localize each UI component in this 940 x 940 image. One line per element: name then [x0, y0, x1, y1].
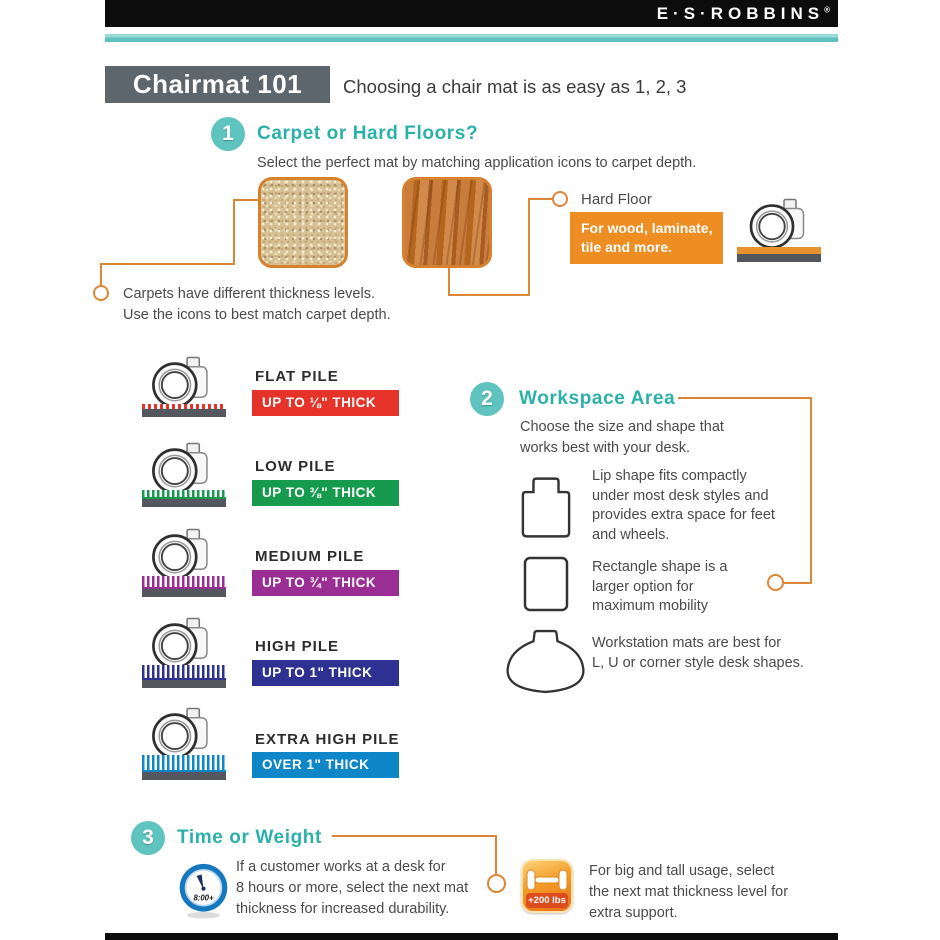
- connector-node: [487, 874, 506, 893]
- connector-line: [784, 582, 812, 584]
- pile-label: LOW PILE: [255, 458, 336, 475]
- weight-desc-line2: the next mat thickness level for: [589, 884, 789, 900]
- pile-label: HIGH PILE: [255, 638, 340, 655]
- weight-icon: [521, 859, 573, 913]
- rectangle-shape-desc: [592, 558, 727, 617]
- connector-line: [495, 835, 497, 875]
- step2-number-badge: 2: [470, 382, 504, 416]
- step2-subtext-line1: Choose the size and shape that: [520, 419, 724, 435]
- weight-badge-label: +200 lbs: [526, 893, 568, 908]
- lip-shape-icon: [520, 476, 572, 539]
- lip-shape-desc: [592, 467, 775, 545]
- carpet-note: [123, 284, 391, 325]
- pile-stripe-layer: [142, 755, 226, 772]
- connector-line: [678, 397, 812, 399]
- header-bar: [105, 0, 838, 27]
- connector-line: [528, 198, 554, 200]
- caster-wheel-icon: [144, 356, 224, 408]
- step1-heading: Carpet or Hard Floors?: [257, 123, 479, 144]
- weight-desc: [589, 861, 788, 924]
- pile-stripe-layer: [142, 665, 226, 680]
- carpet-note-line1: Carpets have different thickness levels.: [123, 286, 376, 302]
- connector-line: [448, 294, 530, 296]
- workstation-shape-icon: [504, 627, 587, 696]
- connector-node: [767, 574, 784, 591]
- footer-bar: [105, 933, 838, 940]
- step2-heading: Workspace Area: [519, 388, 676, 409]
- page-title: Chairmat 101: [105, 66, 330, 103]
- connector-line: [233, 199, 258, 201]
- time-desc-line3: thickness for increased durability.: [236, 901, 450, 917]
- rect-desc-line3: maximum mobility: [592, 598, 709, 614]
- pile-base-layer: [142, 409, 226, 417]
- workstation-desc-line2: L, U or corner style desk shapes.: [592, 654, 804, 671]
- step2-subtext: [520, 417, 724, 458]
- connector-node: [93, 285, 109, 301]
- step2-subtext-line2: works best with your desk.: [520, 439, 691, 456]
- hard-floor-callout-line2: tile and more.: [581, 239, 673, 255]
- step1-number-badge: 1: [211, 117, 245, 151]
- carpet-note-line2: Use the icons to best match carpet depth.: [123, 306, 391, 323]
- caster-wheel-icon: [742, 198, 820, 249]
- teal-stripe: [105, 34, 838, 42]
- connector-line: [448, 268, 450, 296]
- hardwood-swatch-image: [402, 177, 492, 268]
- connector-line: [100, 263, 235, 265]
- connector-node: [552, 191, 568, 207]
- pile-label: EXTRA HIGH PILE: [255, 731, 400, 748]
- caster-wheel-icon: [144, 442, 224, 494]
- weight-desc-line1: For big and tall usage, select: [589, 863, 775, 879]
- pile-base-layer: [142, 680, 226, 688]
- connector-line: [332, 835, 497, 837]
- pile-thickness-bar: UP TO 1" THICK: [252, 660, 399, 686]
- clock-time-label: 8:00+: [193, 893, 214, 903]
- caster-wheel-icon: [144, 528, 224, 580]
- brand-logo: E·S·ROBBINS®: [656, 3, 830, 23]
- lip-desc-line3: provides extra space for feet: [592, 507, 775, 523]
- step3-number-badge: 3: [131, 821, 165, 855]
- lip-desc-line1: Lip shape fits compactly: [592, 468, 747, 484]
- workstation-shape-desc: [592, 634, 804, 673]
- rect-desc-line2: larger option for: [592, 578, 694, 595]
- carpet-swatch-image: [258, 177, 348, 268]
- weight-desc-line3: extra support.: [589, 905, 678, 921]
- caster-wheel-icon: [144, 617, 224, 669]
- workstation-desc-line1: Workstation mats are best for: [592, 635, 782, 651]
- connector-line: [528, 199, 530, 296]
- pile-thickness-bar: UP TO ⅜" THICK: [252, 480, 399, 506]
- hard-floor-base-layer: [737, 254, 821, 262]
- pile-thickness-bar: UP TO ¾" THICK: [252, 570, 399, 596]
- registered-mark: ®: [824, 4, 830, 14]
- lip-desc-line2: under most desk styles and: [592, 487, 769, 504]
- caster-wheel-icon: [144, 707, 224, 759]
- pile-base-layer: [142, 772, 226, 780]
- time-desc-line2: 8 hours or more, select the next mat: [236, 880, 469, 896]
- pile-stripe-layer: [142, 576, 226, 589]
- rect-desc-line1: Rectangle shape is a: [592, 559, 728, 575]
- hard-floor-callout-line1: For wood, laminate,: [581, 220, 713, 236]
- pile-base-layer: [142, 499, 226, 507]
- lip-desc-line4: and wheels.: [592, 526, 670, 543]
- pile-thickness-bar: UP TO ⅛" THICK: [252, 390, 399, 416]
- hard-floor-mat-layer: [737, 247, 821, 254]
- pile-label: MEDIUM PILE: [255, 548, 365, 565]
- pile-base-layer: [142, 589, 226, 597]
- hard-floor-label: Hard Floor: [581, 191, 652, 208]
- dumbbell-icon: [523, 868, 571, 892]
- pile-thickness-bar: OVER 1" THICK: [252, 752, 399, 778]
- page-subtitle: Choosing a chair mat is as easy as 1, 2, 3: [343, 76, 687, 97]
- step1-subtext: Select the perfect mat by matching application icons to carpet depth.: [257, 155, 697, 171]
- time-desc: [236, 857, 468, 920]
- rectangle-shape-icon: [522, 555, 570, 613]
- connector-line: [233, 199, 235, 265]
- connector-line: [100, 263, 102, 286]
- clock-icon: [176, 862, 231, 919]
- hard-floor-callout: [570, 212, 723, 264]
- pile-stripe-layer: [142, 490, 226, 499]
- pile-label: FLAT PILE: [255, 368, 339, 385]
- step3-heading: Time or Weight: [177, 827, 322, 848]
- connector-line: [810, 397, 812, 584]
- time-desc-line1: If a customer works at a desk for: [236, 859, 446, 875]
